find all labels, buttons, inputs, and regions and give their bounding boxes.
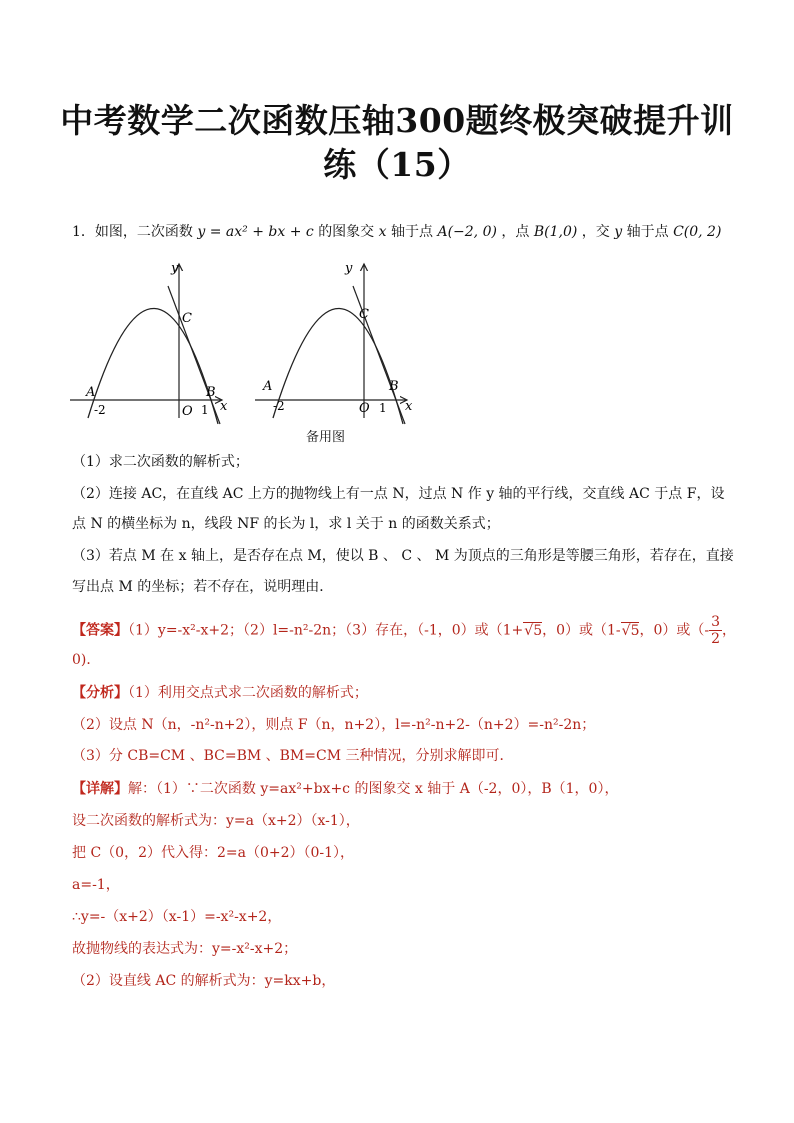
point-b-label: B (389, 379, 399, 394)
origin-label: O (182, 404, 193, 419)
tick-neg2: -2 (94, 403, 106, 417)
fraction-3-2: $\frac{3}{2}$ (711, 614, 721, 647)
detail-line7: （2）设直线 AC 的解析式为：y=kx+b， (72, 973, 336, 989)
question-3-line2: 写出点 M 的坐标；若不存在，说明理由． (72, 579, 334, 595)
detail-line1: 【详解】解：（1）∵二次函数 y=ax²+bx+c 的图象交 x 轴于 A（-2，0），B（1，0）， (72, 781, 619, 797)
figure-caption: 备用图 (306, 430, 346, 445)
problem-statement: 1．如图，二次函数 y = ax² + bx + c 的图象交 x 轴于点 A(−2, 0) ，点 B(1,0) ，交 y 轴于点 C(0, 2) (72, 224, 722, 240)
tick-1: 1 (201, 403, 209, 417)
question-2-line1: （2）连接 AC，在直线 AC 上方的抛物线上有一点 N，过点 N 作 y 轴的平行线，交直线 AC 于点 F，设 (72, 486, 725, 502)
tick-neg2: -2 (273, 399, 285, 413)
point-a-label: A (86, 385, 96, 400)
point-b-label: B (206, 385, 216, 400)
document-title: 中考数学二次函数压轴300题终极突破提升训 (60, 101, 734, 140)
question-1: （1）求二次函数的解析式； (72, 454, 249, 470)
answer-label: 【答案】 (72, 622, 128, 639)
question-2-line2: 点 N 的横坐标为 n，线段 NF 的长为 l，求 l 关于 n 的函数关系式； (72, 516, 500, 532)
origin-label: O (359, 401, 370, 416)
point-c-label: C (182, 311, 192, 326)
parabola-figure (70, 258, 240, 427)
detail-line5: ∴y=-（x+2）（x-1）=-x²-x+2， (72, 909, 282, 925)
detail-label: 【详解】 (72, 781, 128, 797)
y-axis-label: y (171, 261, 179, 276)
detail-line2: 设二次函数的解析式为：y=a（x+2）（x-1）， (72, 813, 360, 829)
sqrt5-b: √5 (621, 622, 640, 639)
point-c-label: C (359, 307, 369, 322)
x-axis-label: x (405, 399, 413, 414)
detail-line3: 把 C（0，2）代入得：2=a（0+2）（0-1）， (72, 845, 355, 861)
tangent-line (168, 286, 220, 424)
backup-parabola-figure (255, 258, 425, 427)
answer-line2: 0)． (72, 652, 101, 668)
analysis-label-line: 【分析】（1）利用交点式求二次函数的解析式； (72, 685, 368, 701)
backup-parabola-graph (255, 258, 425, 423)
detail-line4: a=-1， (72, 877, 120, 893)
y-axis-label: y (345, 261, 353, 276)
answer-line1: 【答案】（1）y=-x²-x+2；（2）l=-n²-2n；（3）存在，（-1，0）或（1+√5，0）或（1-√5，0）或（- $\frac{3}{2}$ ， (72, 614, 737, 647)
document-title-continued: 练（15） (323, 145, 471, 184)
detail-line6: 故抛物线的表达式为：y=-x²-x+2； (72, 941, 298, 957)
tick-1: 1 (379, 401, 387, 415)
sqrt5-a: √5 (524, 622, 543, 639)
analysis-label: 【分析】 (72, 685, 128, 701)
point-a-label: A (263, 379, 273, 394)
analysis-line2: （2）设点 N（n，-n²-n+2），则点 F（n，n+2），l=-n²-n+2-（n+2）=-n²-2n； (72, 717, 596, 733)
question-3-line1: （3）若点 M 在 x 轴上，是否存在点 M，使以 B 、 C 、 M 为顶点的三角形是等腰三角形，若存在，直接 (72, 548, 734, 564)
analysis-line3: （3）分 CB=CM 、BC=BM 、BM=CM 三种情况，分别求解即可． (72, 748, 514, 764)
x-axis-label: x (220, 399, 228, 414)
parabola-graph (70, 258, 240, 423)
